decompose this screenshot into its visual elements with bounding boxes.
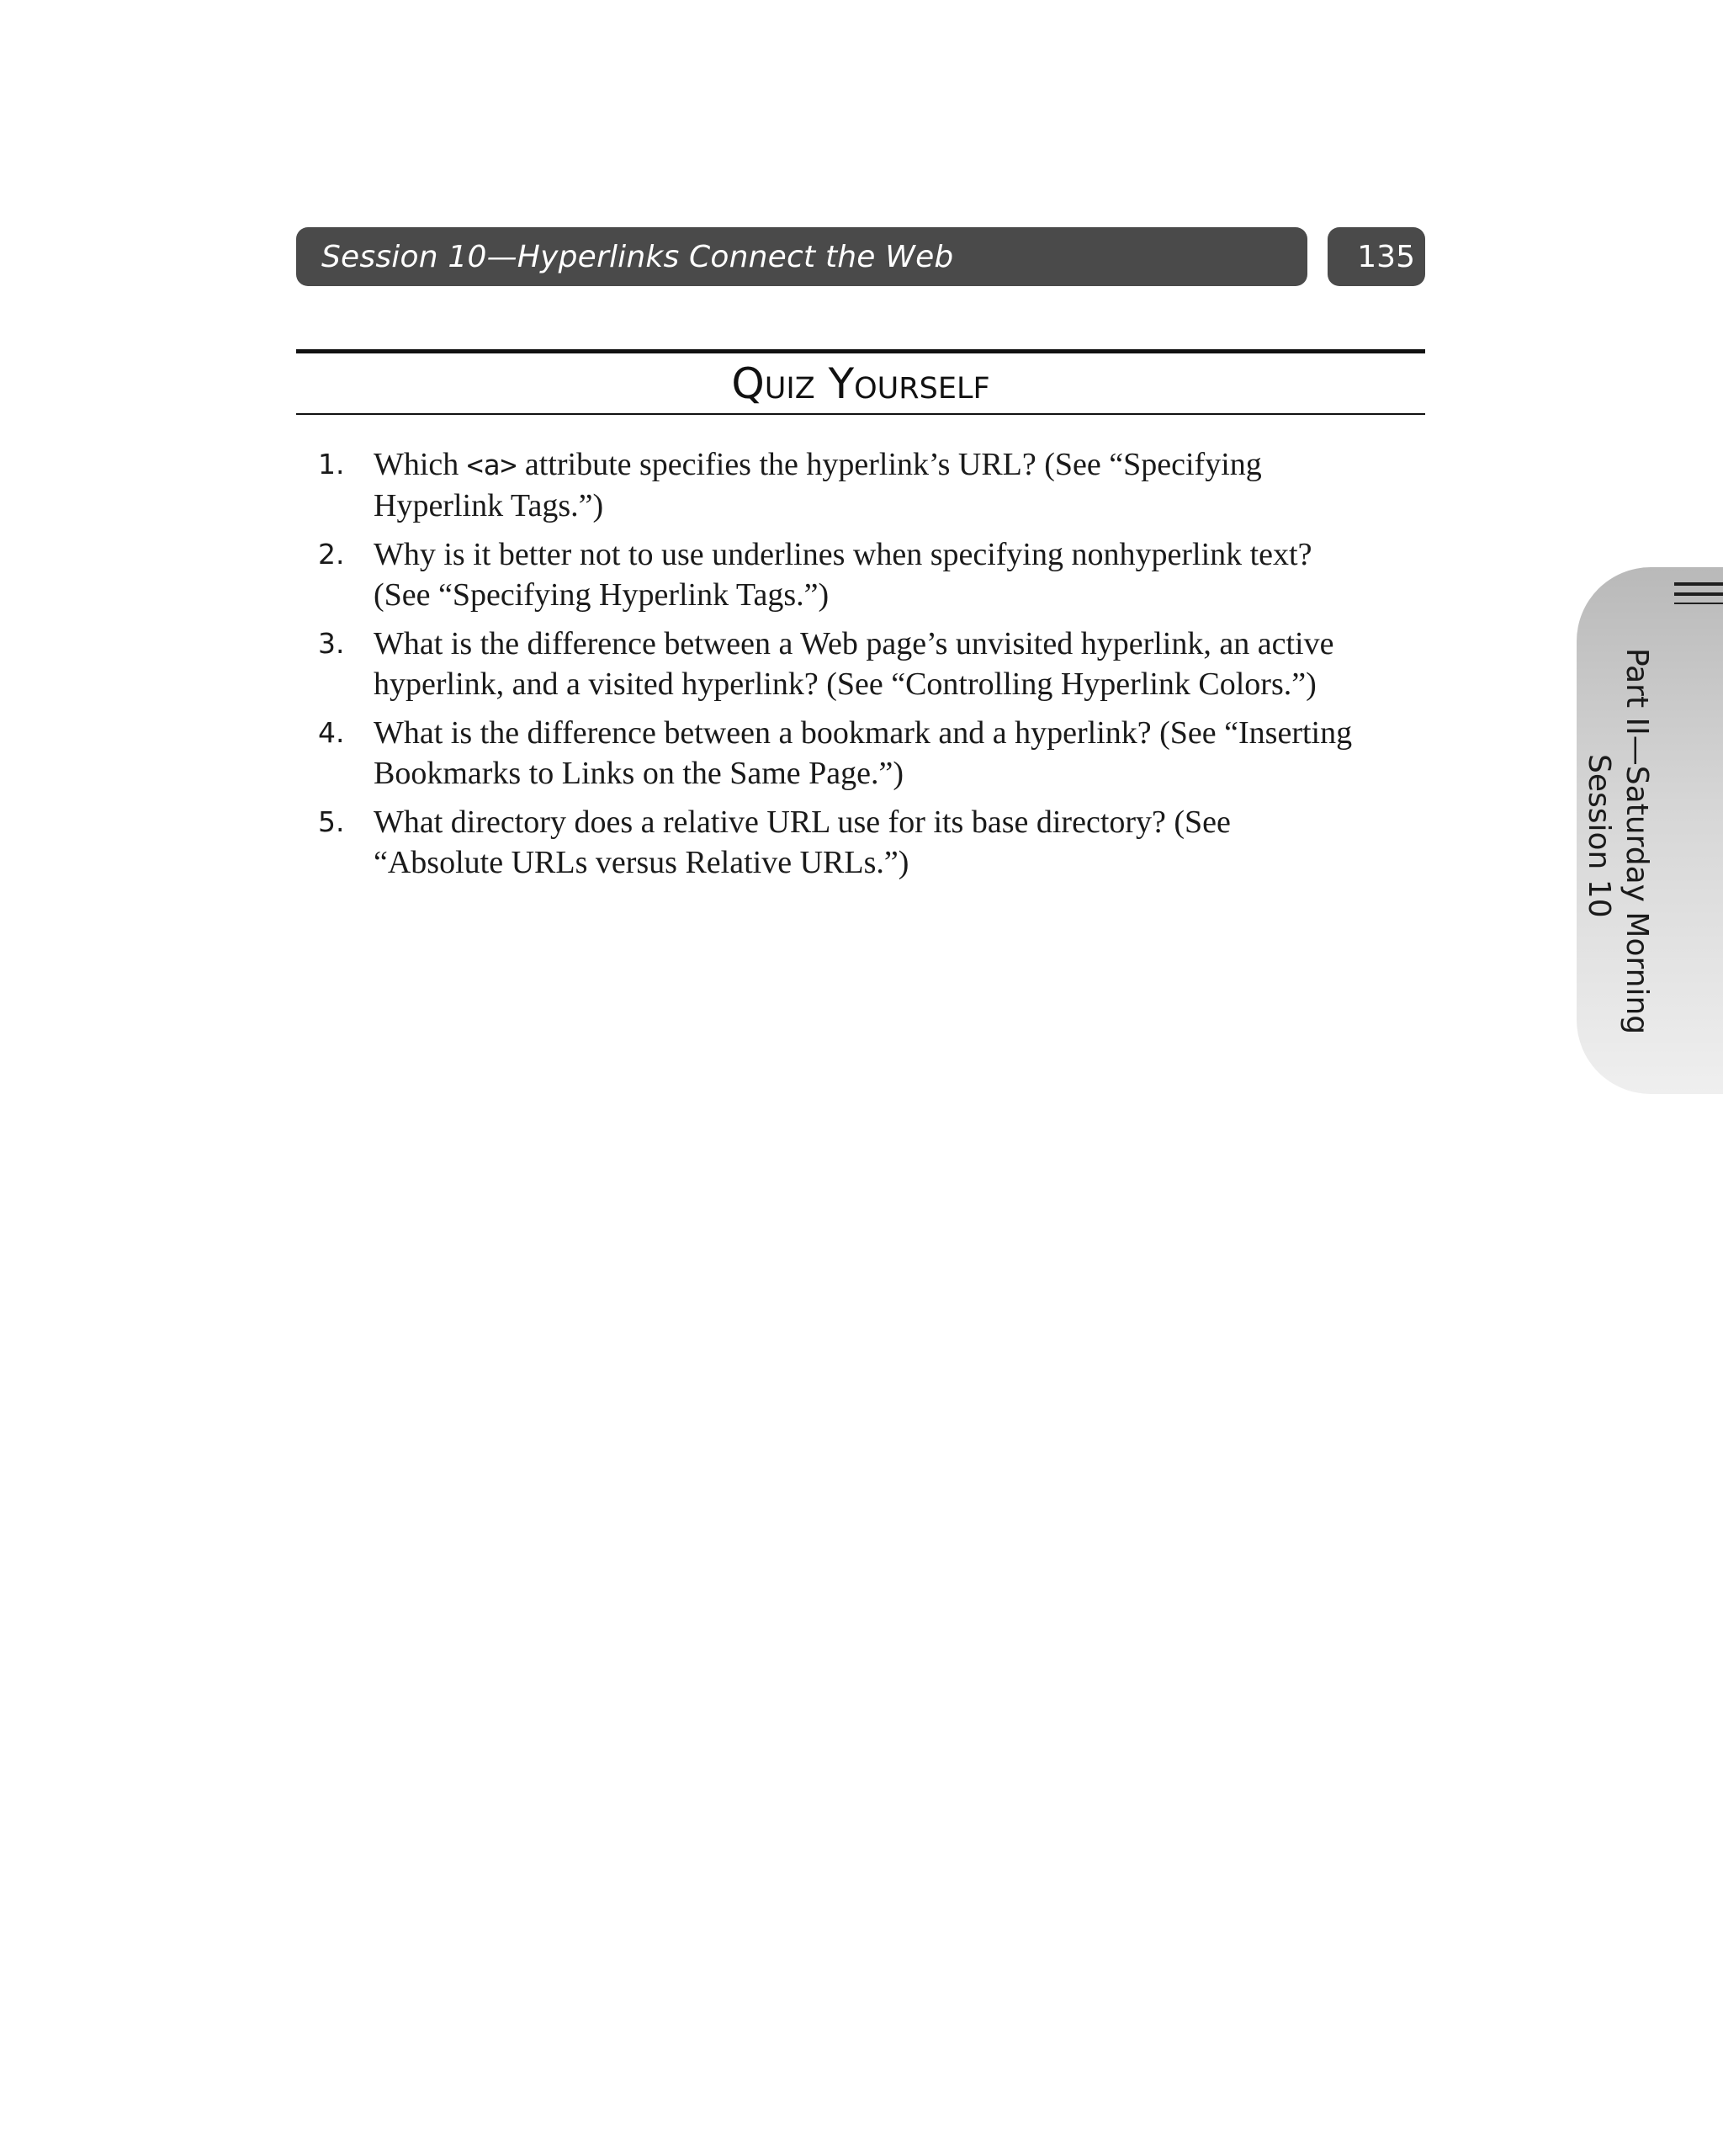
section-title: Quiz Yourself <box>731 359 990 408</box>
quiz-item-number: 5. <box>318 805 345 838</box>
quiz-item-text-after-code: attribute specifies the hyperlink’s URL? (See “Specifying Hyperlink Tags.”) <box>374 447 1262 523</box>
side-tab-line <box>1674 582 1723 586</box>
quiz-item-text <box>374 444 1353 526</box>
section-rule-bottom <box>296 413 1425 415</box>
running-header-title: Session 10—Hyperlinks Connect the Web <box>321 239 954 274</box>
quiz-list <box>318 444 1353 891</box>
quiz-item-text: What is the difference between a bookmark and a hyperlink? (See “Inserting Bookmarks to Links on the Same Page.”) <box>374 715 1353 791</box>
quiz-item-code: <a> <box>466 449 517 481</box>
quiz-item-number: 1. <box>318 448 345 481</box>
side-tab-part-label: Part II—Saturday Morning <box>1620 648 1654 1035</box>
quiz-item-text: Why is it better not to use underlines when specifying nonhyperlink text? (See “Specifying Hyperlink Tags.”) <box>374 537 1312 613</box>
side-tab-line <box>1674 592 1723 596</box>
quiz-item <box>318 624 1353 704</box>
quiz-item-number: 4. <box>318 716 345 749</box>
quiz-item-text: What directory does a relative URL use for its base directory? (See “Absolute URLs versus Relative URLs.”) <box>374 805 1231 880</box>
quiz-item-number: 2. <box>318 538 345 571</box>
section-rule-top <box>296 349 1425 353</box>
side-tab-lines <box>1674 582 1723 604</box>
quiz-item-text-before-code: Which <box>374 447 467 482</box>
side-tab-line <box>1674 603 1723 604</box>
quiz-item-text: What is the difference between a Web page’s unvisited hyperlink, an active hyperlink, and a visited hyperlink? (See “Controlling Hyperlink Colors.”) <box>374 626 1334 702</box>
page-number: 135 <box>1357 239 1415 274</box>
side-tab-session-label: Session 10 <box>1582 754 1616 918</box>
quiz-item <box>318 802 1353 883</box>
page-number-box <box>1328 227 1425 286</box>
quiz-item <box>318 444 1353 526</box>
running-header <box>296 227 1307 286</box>
quiz-item <box>318 713 1353 794</box>
quiz-item <box>318 534 1353 615</box>
quiz-item-number: 3. <box>318 627 345 660</box>
